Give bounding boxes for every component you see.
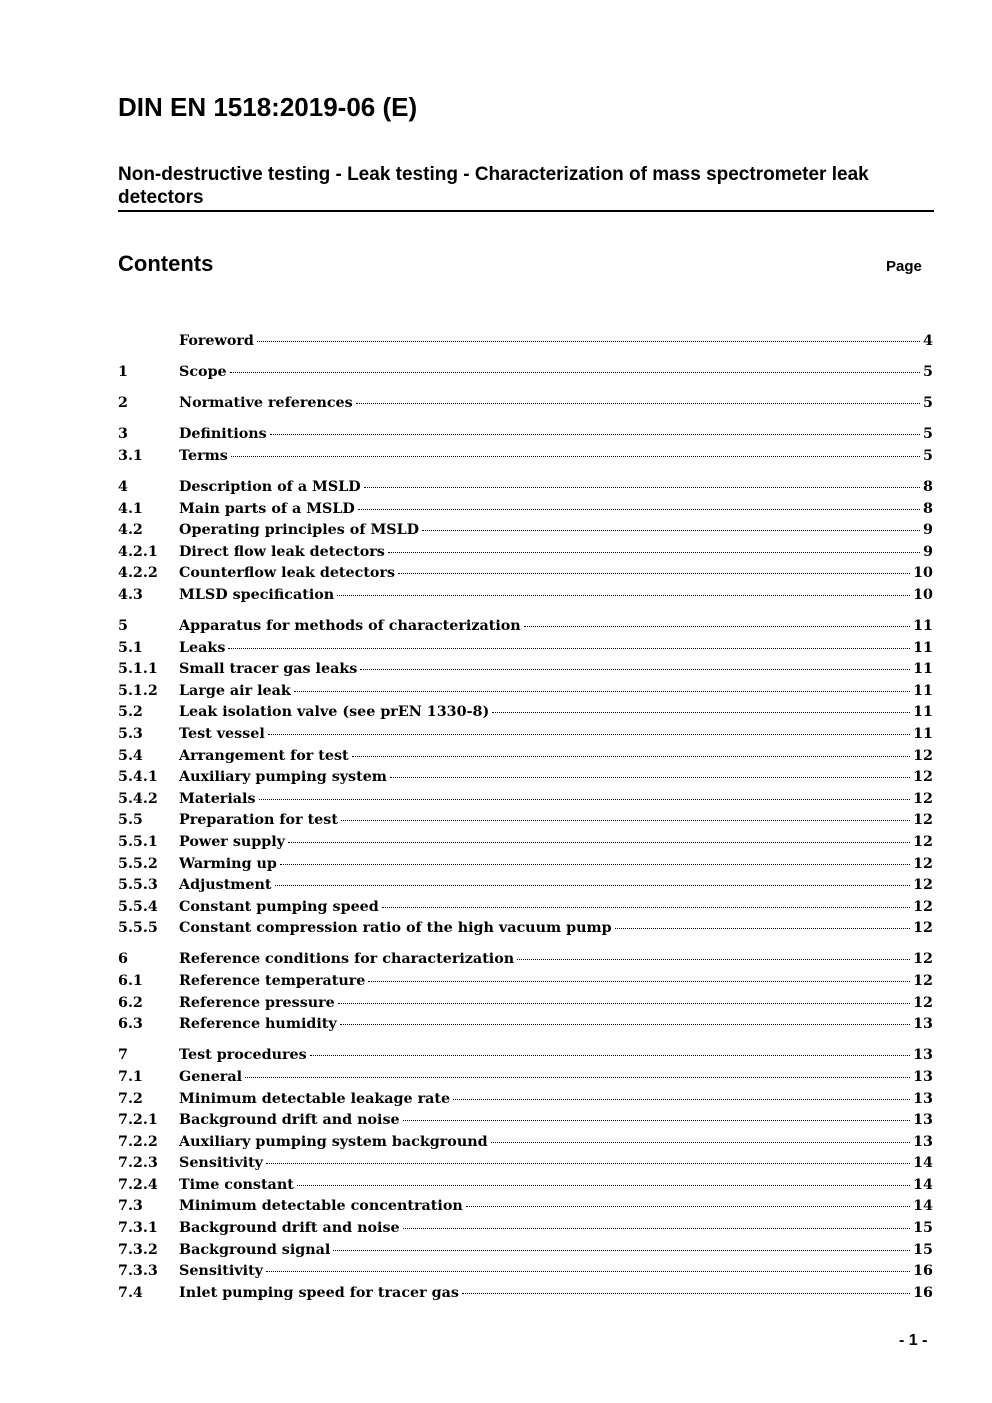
toc-entry-title: MLSD specification [179, 586, 335, 603]
toc-dot-leader [398, 573, 910, 574]
toc-entry-number: 7.2 [118, 1090, 143, 1107]
toc-dot-leader [390, 777, 910, 778]
toc-entry-title: Power supply [179, 833, 285, 850]
toc-dot-leader [358, 509, 920, 510]
toc-entry-number: 5.5.5 [118, 920, 158, 937]
toc-entry-title: Counterflow leak detectors [179, 565, 396, 582]
toc-entry-page: 12 [913, 973, 933, 990]
toc-entry-number: 1 [118, 364, 128, 381]
toc-entry-title: Definitions [179, 426, 267, 443]
toc-dot-leader [268, 734, 910, 735]
toc-entry-title: Minimum detectable leakage rate [179, 1090, 451, 1107]
toc-entry-number: 2 [118, 395, 128, 412]
toc-dot-leader [257, 341, 920, 342]
toc-entry-title: Foreword [179, 333, 254, 349]
toc-dot-leader [231, 456, 920, 457]
toc-entry-page: 11 [913, 661, 933, 678]
toc-entry[interactable] [118, 834, 933, 856]
toc-entry-page: 12 [913, 898, 933, 915]
toc-entry-number: 5.5.1 [118, 833, 158, 850]
toc-entry[interactable] [118, 618, 933, 640]
toc-entry-page: 13 [913, 1047, 933, 1064]
document-subtitle: Non-destructive testing - Leak testing - Characterization of mass spectrometer leak detectors [118, 164, 869, 208]
toc-entry-title: Scope [179, 364, 227, 381]
toc-entry-title: Preparation for test [179, 812, 338, 829]
toc-entry-number: 4 [118, 478, 128, 495]
toc-entry-page: 10 [913, 565, 933, 582]
toc-entry-title: Leaks [179, 639, 226, 656]
toc-entry-title: Large air leak [179, 682, 291, 699]
toc-entry-page: 9 [923, 522, 933, 539]
toc-entry-number: 5.1.2 [118, 682, 158, 699]
toc-entry-title: Background drift and noise [179, 1220, 400, 1237]
toc-entry-title: Materials [179, 790, 256, 807]
toc-entry-page: 10 [913, 586, 933, 603]
toc-entry[interactable] [118, 812, 933, 834]
toc-entry-page: 12 [913, 747, 933, 764]
toc-dot-leader [524, 626, 910, 627]
toc-dot-leader [388, 552, 920, 553]
toc-entry-title: Direct flow leak detectors [179, 543, 385, 560]
toc-dot-leader [403, 1120, 910, 1121]
toc-entry[interactable] [118, 522, 933, 544]
toc-entry[interactable] [118, 426, 933, 448]
toc-entry-title: General [179, 1068, 243, 1085]
toc-entry-number: 4.3 [118, 586, 143, 603]
toc-entry-title: Test vessel [179, 726, 265, 742]
toc-entry-number: 7.3 [118, 1198, 143, 1215]
toc-entry-number: 7.2.2 [118, 1133, 158, 1150]
toc-entry-page: 5 [923, 447, 933, 464]
toc-entry-number: 5.3 [118, 726, 143, 742]
toc-entry-title: Sensitivity [179, 1263, 263, 1280]
toc-entry-page: 12 [913, 855, 933, 872]
toc-entry[interactable] [118, 661, 933, 683]
toc-entry-title: Warming up [179, 855, 277, 872]
toc-entry-title: Arrangement for test [179, 747, 349, 764]
toc-dot-leader [422, 530, 920, 531]
toc-entry[interactable] [118, 951, 933, 973]
toc-dot-leader [270, 434, 920, 435]
table-of-contents [118, 333, 933, 1306]
toc-entry-page: 14 [913, 1198, 933, 1215]
toc-entry-title: Main parts of a MSLD [179, 500, 355, 517]
toc-entry[interactable] [118, 1112, 933, 1134]
toc-entry-title: Description of a MSLD [179, 478, 361, 495]
toc-entry-title: Inlet pumping speed for tracer gas [179, 1284, 459, 1301]
document-title: DIN EN 1518:2019-06 (E) [118, 92, 418, 122]
toc-entry-title: Time constant [179, 1176, 294, 1193]
toc-dot-leader [403, 1228, 910, 1229]
toc-entry-page: 13 [913, 1068, 933, 1085]
toc-dot-leader [294, 691, 910, 692]
toc-entry-number: 5.4.2 [118, 790, 158, 807]
toc-dot-leader [453, 1099, 910, 1100]
toc-entry-number: 3 [118, 426, 128, 443]
toc-entry-number: 7.2.3 [118, 1155, 158, 1172]
toc-entry[interactable] [118, 726, 933, 748]
toc-dot-leader [615, 928, 911, 929]
toc-entry-title: Reference temperature [179, 973, 366, 990]
toc-entry-title: Reference conditions for characterization [179, 951, 515, 968]
toc-entry-number: 7.2.4 [118, 1176, 158, 1193]
toc-entry-page: 12 [913, 833, 933, 850]
toc-entry-title: Adjustment [179, 877, 272, 894]
toc-entry-page: 11 [913, 704, 933, 721]
title-divider [118, 210, 934, 212]
toc-dot-leader [266, 1163, 910, 1164]
toc-entry-page: 11 [913, 682, 933, 699]
toc-entry[interactable] [118, 1285, 933, 1307]
toc-entry-number: 6.1 [118, 973, 143, 990]
toc-dot-leader [288, 842, 910, 843]
toc-entry-title: Terms [179, 447, 228, 464]
toc-entry[interactable] [118, 333, 933, 355]
toc-entry-number: 7 [118, 1047, 128, 1064]
toc-entry-title: Normative references [179, 395, 353, 412]
toc-dot-leader [492, 712, 910, 713]
toc-entry-title: Apparatus for methods of characterization [179, 618, 521, 635]
toc-dot-leader [297, 1185, 910, 1186]
toc-dot-leader [275, 885, 911, 886]
toc-entry-number: 6.2 [118, 994, 143, 1011]
toc-entry-number: 5.5 [118, 812, 143, 829]
toc-entry[interactable] [118, 704, 933, 726]
toc-entry-number: 4.2 [118, 522, 143, 539]
toc-entry[interactable] [118, 899, 933, 921]
toc-entry-page: 8 [923, 478, 933, 495]
toc-entry[interactable] [118, 587, 933, 609]
toc-entry-page: 15 [913, 1241, 933, 1258]
toc-entry-number: 5 [118, 618, 128, 635]
toc-entry-title: Operating principles of MSLD [179, 522, 420, 539]
toc-entry[interactable] [118, 1242, 933, 1264]
toc-entry-number: 6.3 [118, 1016, 143, 1033]
toc-entry[interactable] [118, 973, 933, 995]
toc-entry-number: 5.1.1 [118, 661, 158, 678]
toc-entry-page: 5 [923, 426, 933, 443]
toc-dot-leader [310, 1055, 910, 1056]
toc-entry-page: 4 [923, 333, 933, 349]
toc-entry[interactable] [118, 856, 933, 878]
toc-entry-title: Leak isolation valve (see prEN 1330-8) [179, 704, 490, 721]
toc-entry-number: 7.3.3 [118, 1263, 158, 1280]
toc-dot-leader [266, 1271, 910, 1272]
toc-entry-page: 5 [923, 364, 933, 381]
toc-entry-page: 12 [913, 769, 933, 786]
toc-dot-leader [230, 372, 920, 373]
toc-entry-title: Constant pumping speed [179, 898, 379, 915]
toc-entry[interactable] [118, 448, 933, 470]
toc-entry[interactable] [118, 1177, 933, 1199]
toc-entry-number: 5.5.2 [118, 855, 158, 872]
toc-entry-number: 5.5.4 [118, 898, 158, 915]
toc-entry-page: 12 [913, 994, 933, 1011]
toc-entry-number: 5.5.3 [118, 877, 158, 894]
contents-heading: Contents [118, 251, 214, 276]
toc-entry-number: 7.3.1 [118, 1220, 158, 1237]
toc-entry-page: 12 [913, 812, 933, 829]
toc-dot-leader [333, 1250, 910, 1251]
toc-entry-title: Sensitivity [179, 1155, 263, 1172]
toc-entry-number: 5.4.1 [118, 769, 158, 786]
toc-entry-number: 5.2 [118, 704, 143, 721]
toc-entry-title: Reference pressure [179, 994, 335, 1011]
toc-entry-number: 7.2.1 [118, 1112, 158, 1129]
toc-entry-title: Background signal [179, 1241, 331, 1258]
toc-entry[interactable] [118, 1198, 933, 1220]
toc-entry[interactable] [118, 683, 933, 705]
toc-entry-title: Reference humidity [179, 1016, 337, 1033]
toc-entry[interactable] [118, 1263, 933, 1285]
toc-entry[interactable] [118, 995, 933, 1017]
toc-entry-page: 12 [913, 877, 933, 894]
toc-entry[interactable] [118, 748, 933, 770]
toc-entry-title: Constant compression ratio of the high vacuum pump [179, 920, 612, 937]
toc-dot-leader [245, 1077, 910, 1078]
toc-entry-number: 7.3.2 [118, 1241, 158, 1258]
toc-dot-leader [466, 1206, 910, 1207]
toc-entry[interactable] [118, 1047, 933, 1069]
toc-entry-number: 4.2.2 [118, 565, 158, 582]
toc-entry-page: 8 [923, 500, 933, 517]
toc-entry-number: 3.1 [118, 447, 143, 464]
toc-entry-number: 5.1 [118, 639, 143, 656]
toc-entry[interactable] [118, 1016, 933, 1038]
toc-dot-leader [280, 864, 910, 865]
toc-entry[interactable] [118, 364, 933, 386]
toc-entry-number: 6 [118, 951, 128, 968]
toc-entry-number: 4.2.1 [118, 543, 158, 560]
toc-entry-page: 12 [913, 790, 933, 807]
toc-entry[interactable] [118, 1134, 933, 1156]
toc-entry[interactable] [118, 640, 933, 662]
toc-dot-leader [491, 1142, 910, 1143]
toc-entry-page: 16 [913, 1263, 933, 1280]
toc-entry-page: 5 [923, 395, 933, 412]
toc-entry-title: Minimum detectable concentration [179, 1198, 463, 1215]
toc-entry-page: 13 [913, 1133, 933, 1150]
toc-dot-leader [259, 799, 911, 800]
toc-entry[interactable] [118, 920, 933, 942]
toc-dot-leader [382, 907, 910, 908]
toc-entry-page: 16 [913, 1284, 933, 1301]
toc-entry-title: Auxiliary pumping system background [179, 1133, 488, 1150]
toc-dot-leader [338, 1003, 910, 1004]
toc-entry[interactable] [118, 565, 933, 587]
toc-entry-number: 5.4 [118, 747, 143, 764]
toc-dot-leader [364, 487, 920, 488]
toc-entry[interactable] [118, 1091, 933, 1113]
toc-entry-page: 13 [913, 1112, 933, 1129]
toc-dot-leader [517, 959, 910, 960]
toc-entry[interactable] [118, 769, 933, 791]
toc-entry-page: 12 [913, 951, 933, 968]
toc-entry-page: 14 [913, 1155, 933, 1172]
toc-dot-leader [341, 820, 910, 821]
toc-entry[interactable] [118, 544, 933, 566]
toc-entry[interactable] [118, 479, 933, 501]
toc-entry-page: 11 [913, 618, 933, 635]
toc-entry-page: 13 [913, 1016, 933, 1033]
toc-dot-leader [368, 981, 910, 982]
toc-entry[interactable] [118, 791, 933, 813]
toc-entry-title: Small tracer gas leaks [179, 661, 358, 678]
toc-dot-leader [356, 403, 920, 404]
toc-entry[interactable] [118, 395, 933, 417]
toc-dot-leader [462, 1293, 910, 1294]
toc-entry[interactable] [118, 1220, 933, 1242]
toc-entry-number: 7.1 [118, 1068, 143, 1085]
toc-entry-title: Background drift and noise [179, 1112, 400, 1129]
toc-entry-page: 15 [913, 1220, 933, 1237]
toc-entry-title: Test procedures [179, 1047, 307, 1064]
toc-entry[interactable] [118, 877, 933, 899]
toc-entry[interactable] [118, 1069, 933, 1091]
toc-entry-page: 11 [913, 726, 933, 742]
toc-dot-leader [228, 648, 910, 649]
toc-dot-leader [352, 756, 910, 757]
toc-entry-number: 7.4 [118, 1284, 143, 1301]
page-column-heading: Page [886, 258, 922, 275]
toc-dot-leader [337, 595, 910, 596]
toc-entry-page: 11 [913, 639, 933, 656]
toc-dot-leader [340, 1024, 910, 1025]
toc-entry-page: 9 [923, 543, 933, 560]
toc-entry-number: 4.1 [118, 500, 143, 517]
page-number: - 1 - [899, 1332, 928, 1349]
toc-entry[interactable] [118, 501, 933, 523]
toc-entry[interactable] [118, 1155, 933, 1177]
toc-entry-page: 12 [913, 920, 933, 937]
toc-entry-title: Auxiliary pumping system [179, 769, 387, 786]
toc-entry-page: 13 [913, 1090, 933, 1107]
toc-entry-page: 14 [913, 1176, 933, 1193]
toc-dot-leader [360, 669, 910, 670]
